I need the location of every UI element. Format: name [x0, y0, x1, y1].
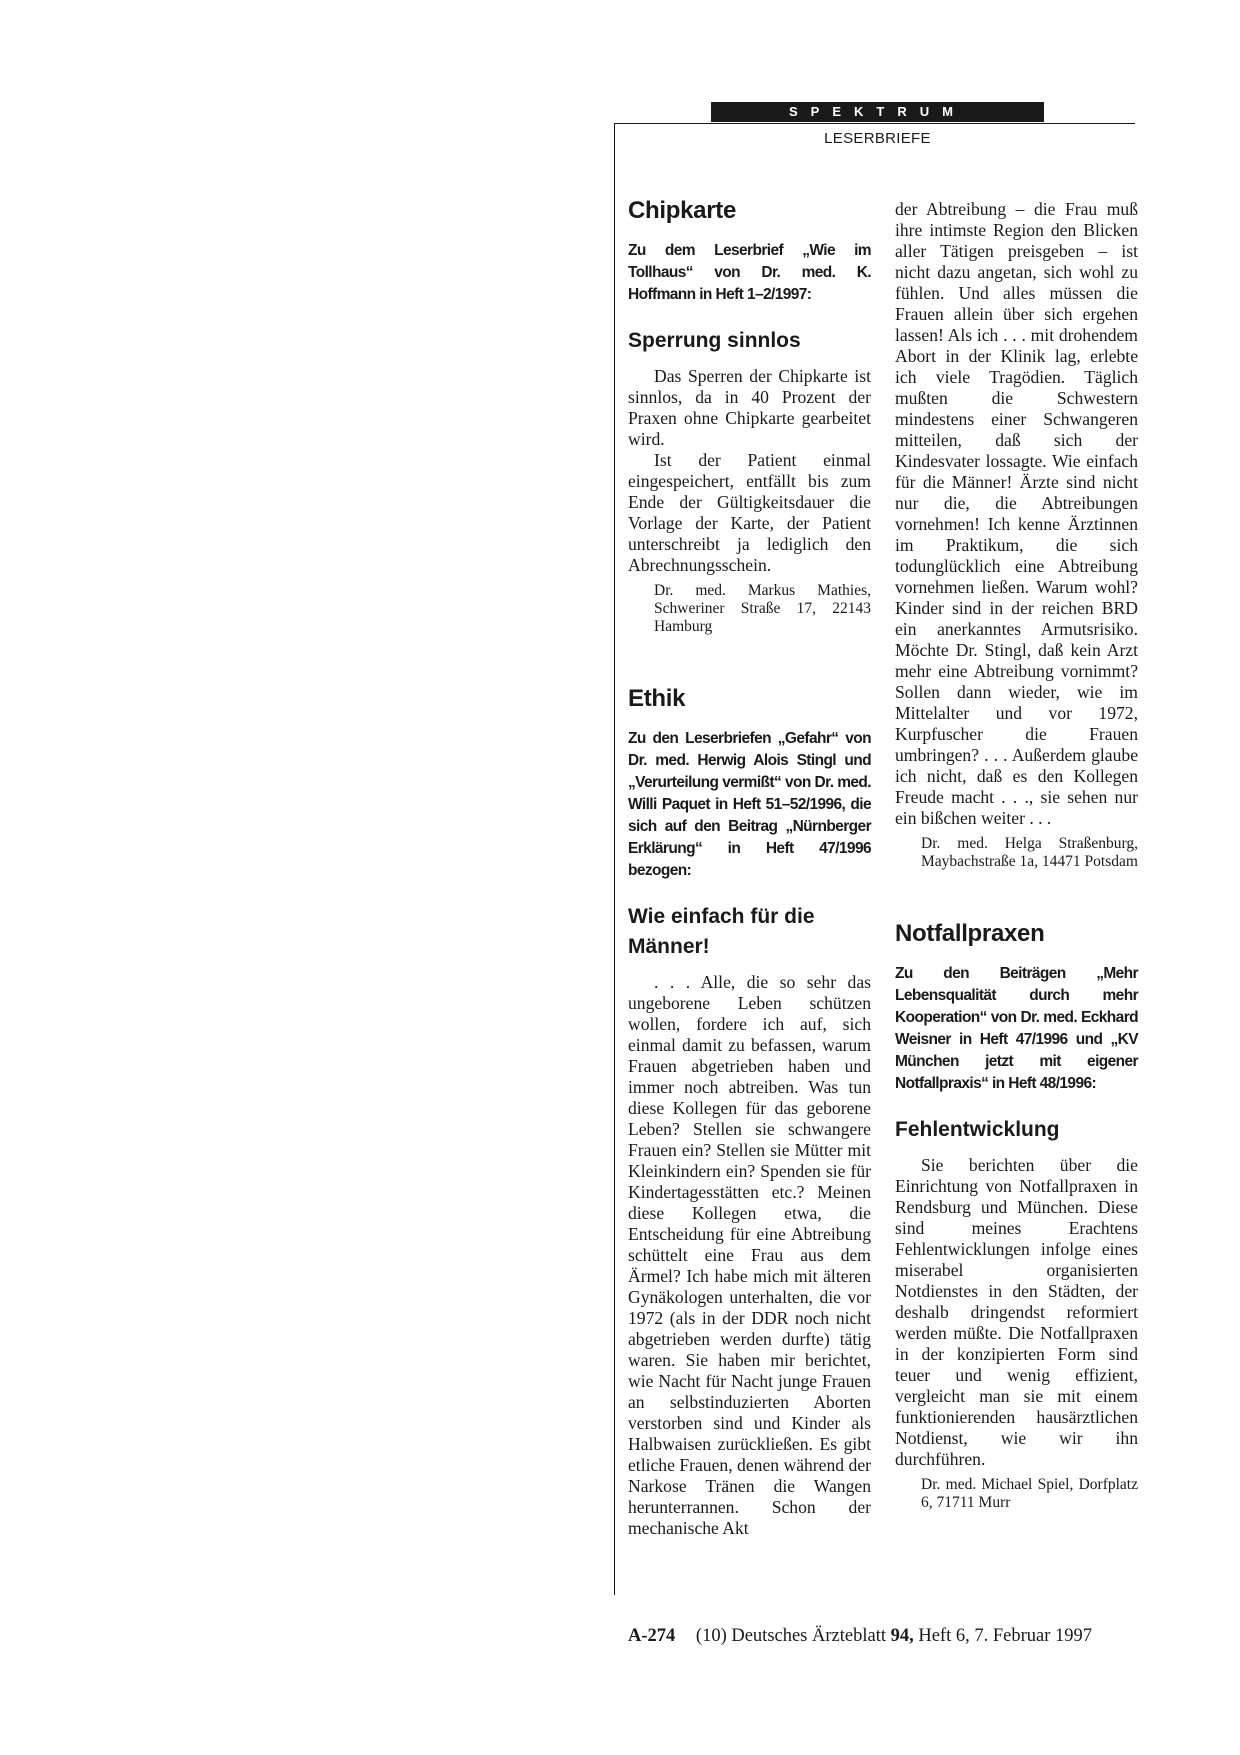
subtitle-fehlentwicklung: Fehlentwicklung [895, 1118, 1060, 1141]
header-rule [615, 123, 1135, 124]
signature-mathies: Dr. med. Markus Mathies, Schweriner Straße 17, 22143 Hamburg [654, 582, 871, 635]
body-notfallpraxen [895, 1155, 1138, 1470]
paragraph: Sie berichten über die Einrichtung von Notfallpraxen in Rendsburg und München. Diese sind meines Erachtens Fehlentwicklungen infolge eines miserabel organisierten Notdienstes in den Städten, der deshalb dringendst reformiert werden müßte. Die Notfallpraxen in der konzipierten Form sind teuer und wenig effizient, vergleicht man sie mit einem funktionierenden hausärztlichen Notdienst, wie wir ihn durchführen. [895, 1155, 1138, 1469]
body-chipkarte [628, 366, 871, 576]
footer-issue: Heft 6, 7. Februar 1997 [918, 1626, 1093, 1646]
intro-ethik: Zu den Leserbriefen „Gefahr“ von Dr. med. Herwig Alois Stingl und „Verurteilung vermißt“ von Dr. med. Willi Paquet in Heft 51–52/1996, die sich auf den Beitrag „Nürnberger Erklärung“ in Heft 47/1996 bezogen: [628, 730, 871, 879]
section-title-ethik: Ethik [628, 685, 686, 712]
footer-volume: 94, [890, 1626, 914, 1646]
subtitle-sperrung: Sperrung sinnlos [628, 329, 801, 352]
paragraph: der Abtreibung – die Frau muß ihre intimste Region den Blicken aller Tätigen preisgeben – ist nicht dazu angetan, sich wohl zu fühlen. Und alles müssen die Frauen allein über sich ergehen lassen! Als ich . . . mit drohendem Abort in der Klinik lag, erlebte ich viele Tragödien. Täglich mußten die Schwestern mindestens einer Schwangeren mitteilen, daß sich der Kindesvater lossagte. Wie einfach für die Männer! Ärzte sind nicht nur die, die Abtreibungen vornehmen! Ich kenne Ärztinnen im Praktikum, die sich todunglücklich eine Abtreibung vornehmen ließen. Warum wohl? Kinder sind in der reichen BRD ein anerkanntes Armutsrisiko. Möchte Dr. Stingl, daß kein Arzt mehr eine Abtreibung vornimmt? Sollen dann wieder, wie im Mittelalter und vor 1972, Kurpfuscher die Frauen umbringen? . . . Außerdem glaube ich nicht, daß es den Kollegen Freude macht . . ., sie sehen nur ein bißchen weiter . . . [895, 199, 1138, 828]
paragraph: . . . Alle, die so sehr das ungeborene Leben schützen wollen, fordere ich auf, sich einmal damit zu befassen, warum Frauen abgetrieben haben und immer noch abtreiben. Was tun diese Kollegen für das geborene Leben? Stellen sie schwangere Frauen ein? Stellen sie Mütter mit Kleinkindern ein? Spenden sie für Kindertagesstätten etc.? Meinen diese Kollegen etwa, die Entscheidung für eine Abtreibung schüttelt eine Frau aus dem Ärmel? Ich habe mich mit älteren Gynäkologen unterhalten, die vor 1972 (als in der DDR noch nicht abgetrieben werden durfte) tätig waren. Sie haben mir berichtet, wie Nacht für Nacht junge Frauen an selbstinduzierten Aborten verstorben sind und Kinder als Halbwaisen zurückließen. Es gibt etliche Frauen, denen während der Narkose Tränen die Wangen herunterrannen. Schon der mechanische Akt [628, 972, 871, 1538]
page-footer [628, 1626, 1143, 1647]
signature-spiel: Dr. med. Michael Spiel, Dorfplatz 6, 71711 Murr [921, 1476, 1138, 1511]
column-rule [614, 123, 615, 1595]
body-ethik-part2 [895, 199, 1138, 829]
signature-strassenburg: Dr. med. Helga Straßenburg, Maybachstraße 1a, 14471 Potsdam [921, 835, 1138, 870]
intro-chipkarte: Zu dem Leserbrief „Wie im Tollhaus“ von Dr. med. K. Hoffmann in Heft 1–2/1997: [628, 242, 871, 303]
subtitle-maenner: Wie einfach für die Männer! [628, 905, 815, 958]
section-title-chipkarte: Chipkarte [628, 197, 736, 224]
page-number: A-274 [628, 1626, 676, 1646]
paragraph: Das Sperren der Chipkarte ist sinnlos, da in 40 Prozent der Praxen ohne Chipkarte gearbeitet wird. [628, 366, 871, 449]
body-ethik-part1 [628, 972, 871, 1539]
rubric-bar: SPEKTRUM [711, 102, 1044, 122]
paragraph: Ist der Patient einmal eingespeichert, entfällt bis zum Ende der Gültigkeitsdauer die Vorlage der Karte, der Patient unterschreibt ja lediglich den Abrechnungsschein. [628, 450, 871, 575]
section-title-notfallpraxen: Notfallpraxen [895, 920, 1045, 947]
footer-journal: (10) Deutsches Ärzteblatt [695, 1626, 886, 1646]
column-right [895, 199, 1138, 1512]
column-left [628, 196, 871, 1539]
subrubric-label: LESERBRIEFE [824, 130, 931, 147]
intro-notfallpraxen: Zu den Beiträgen „Mehr Lebensqualität durch mehr Kooperation“ von Dr. med. Eckhard Weisner in Heft 47/1996 und „KV München jetzt mit eigener Notfallpraxis“ in Heft 48/1996: [895, 965, 1138, 1092]
